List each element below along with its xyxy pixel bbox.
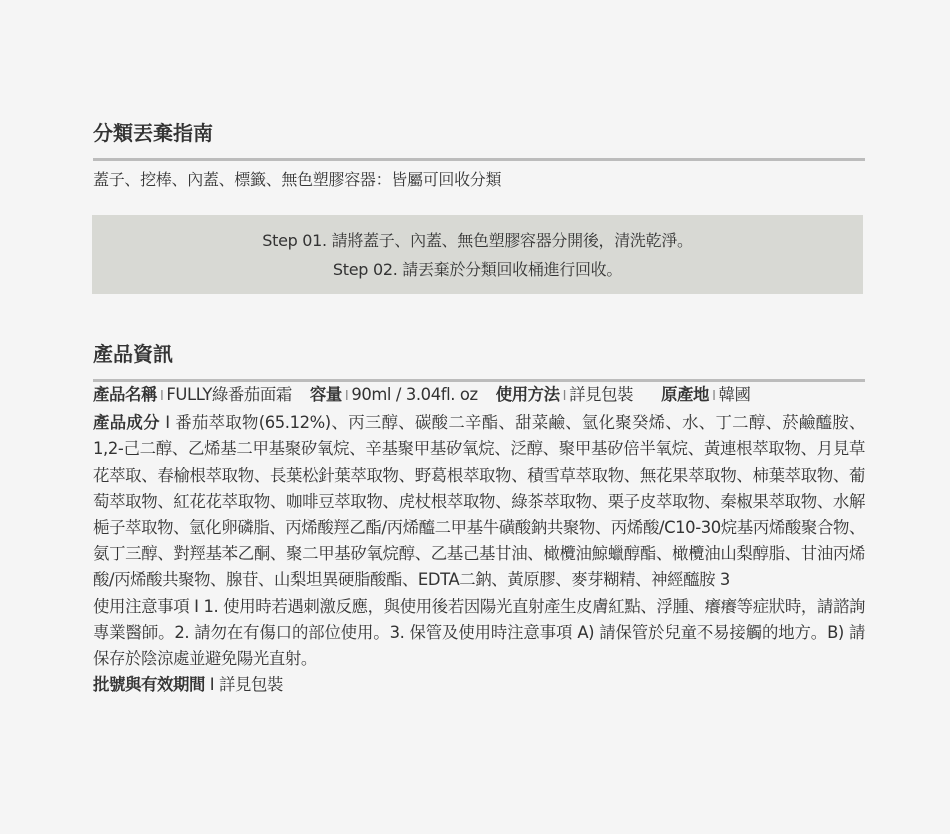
product-summary-row: [93, 382, 865, 410]
disposal-step-2: Step 02. 請丟棄於分類回收桶進行回收。: [332, 260, 623, 279]
separator: I: [165, 413, 170, 433]
ingredients-label: 產品成分: [93, 413, 160, 433]
disposal-step-1: Step 01. 請將蓋子、內蓋、無色塑膠容器分開後，清洗乾淨。: [262, 231, 693, 250]
separator: I: [209, 675, 215, 695]
capacity-value: 90ml / 3.04fl. oz: [351, 385, 478, 404]
origin-value: 韓國: [718, 385, 751, 404]
capacity-label: 容量: [309, 385, 342, 404]
separator: I: [562, 389, 567, 404]
batch-row: [93, 672, 865, 698]
batch-value: 詳見包裝: [219, 675, 283, 695]
cautions-paragraph: [93, 594, 865, 673]
product-info-title: 產品資訊: [93, 338, 865, 382]
ingredients-value: 番茄萃取物(65.12%)、丙三醇、碳酸二辛酯、甜菜鹼、氫化聚癸烯、水、丁二醇、菸鹼醯胺、1,2-己二醇、乙烯基二甲基聚矽氧烷、辛基聚甲基矽氧烷、泛醇、聚甲基矽倍半氧烷、黃連根萃取物、月見草花萃取、春榆根萃取物、長葉松針葉萃取物、野葛根萃取物、積雪草萃取物、無花果萃取物、柿葉萃取物、葡萄萃取物、紅花花萃取物、咖啡豆萃取物、虎杖根萃取物、綠茶萃取物、栗子皮萃取物、秦椒果萃取物、水解梔子萃取物、氫化卵磷脂、丙烯酸羥乙酯/丙烯醯二甲基牛磺酸鈉共聚物、丙烯酸/C10-30烷基丙烯酸聚合物、氨丁三醇、對羥基苯乙酮、聚二甲基矽氧烷醇、乙基己基甘油、橄欖油鯨蠟醇酯、橄欖油山梨醇脂、甘油丙烯酸/丙烯酸共聚物、腺苷、山梨坦異硬脂酸酯、EDTA二鈉、黃原膠、麥芽糊精、神經醯胺 3: [93, 413, 865, 590]
usage-label: 使用方法: [495, 385, 560, 404]
cautions-label: 使用注意事項: [93, 596, 190, 616]
batch-label: 批號與有效期間: [93, 675, 205, 695]
separator: I: [712, 389, 716, 404]
product-name-value: FULLY綠番茄面霜: [166, 385, 292, 404]
separator: I: [159, 389, 164, 404]
origin-label: 原產地: [661, 385, 710, 404]
separator: I: [194, 596, 199, 616]
cautions-value: 1. 使用時若遇刺激反應，與使用後若因陽光直射產生皮膚紅點、浮腫、癢癢等症狀時，請諮詢專業醫師。2. 請勿在有傷口的部位使用。3. 保管及使用時注意事項 A) 請保管於兒童不易接觸的地方。B) 請保存於陰涼處並避免陽光直射。: [93, 596, 865, 669]
disposal-steps-box: [92, 215, 863, 294]
ingredients-paragraph: [93, 410, 865, 593]
usage-value: 詳見包裝: [569, 385, 634, 404]
product-info-body: [93, 382, 865, 698]
disposal-summary: 蓋子、挖棒、內蓋、標籤、無色塑膠容器：皆屬可回收分類: [93, 170, 502, 189]
product-name-label: 產品名稱: [93, 385, 157, 404]
separator: I: [344, 389, 349, 404]
disposal-guide-title: 分類丟棄指南: [93, 117, 865, 161]
